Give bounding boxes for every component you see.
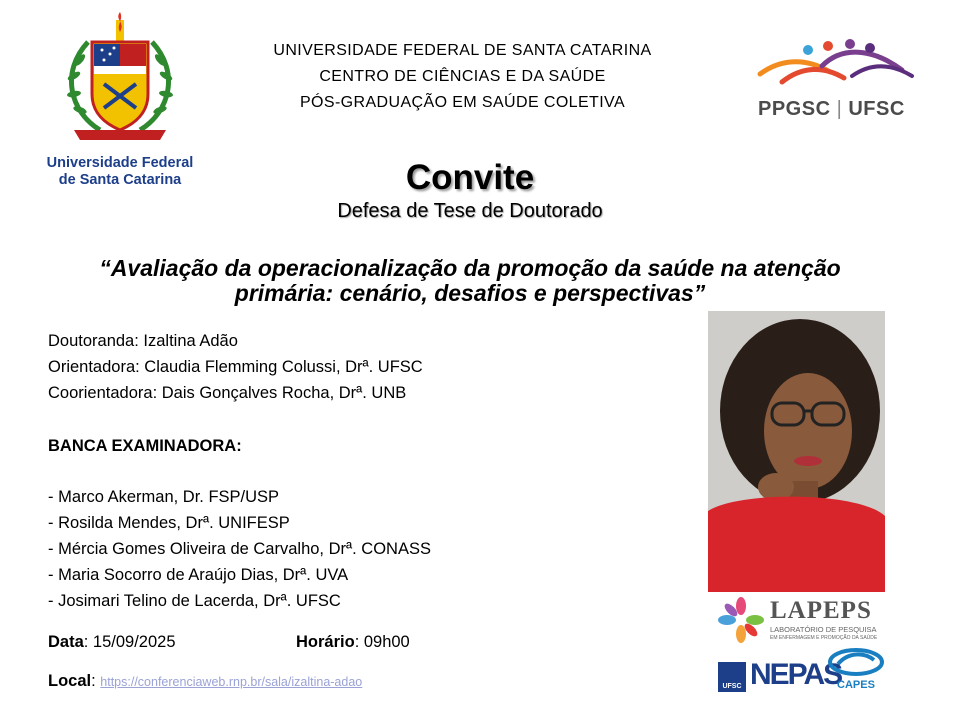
inepas-text: NEPAS (750, 658, 842, 691)
ufsc-mini-badge-text: UFSC (722, 683, 742, 690)
conference-link[interactable]: https://conferenciaweb.rnp.br/sala/izaltina-adao (100, 675, 363, 689)
ufsc-mini-badge-icon (718, 662, 746, 692)
doutoranda: Doutoranda: Izaltina Adão (48, 332, 238, 350)
candidate-photo (708, 311, 885, 592)
lapeps-line2: EM ENFERMAGEM E PROMOÇÃO DA SAÚDE (770, 635, 878, 641)
coorientadora: Coorientadora: Dais Gonçalves Rocha, Drª. UNB (48, 384, 407, 402)
ppgsc-ufsc-text: UFSC (848, 98, 905, 120)
ufsc-name-line1: Universidade Federal (46, 155, 194, 171)
date-value: : 15/09/2025 (83, 633, 176, 651)
ppgsc-people-icon (752, 36, 922, 96)
date-line (48, 632, 176, 652)
header-center: CENTRO DE CIÊNCIAS E DA SAÚDE (319, 68, 606, 85)
capes-text: CAPES (837, 679, 875, 691)
time-value: : 09h00 (354, 633, 410, 651)
thesis-title-line2: primária: cenário, desafios e perspectivas” (234, 280, 706, 306)
thesis-title-line1: “Avaliação da operacionalização da promoção da saúde na atenção (99, 255, 841, 281)
banca-member: - Josimari Telino de Lacerda, Drª. UFSC (48, 592, 341, 610)
invite-subtitle: Defesa de Tese de Doutorado (337, 200, 603, 222)
candidate-portrait-image (708, 311, 885, 592)
capes-swirl-icon (824, 646, 888, 678)
header-university: UNIVERSIDADE FEDERAL DE SANTA CATARINA (273, 42, 652, 59)
thesis-title (30, 256, 910, 306)
banca-heading: BANCA EXAMINADORA: (48, 437, 242, 455)
header-program: PÓS-GRADUAÇÃO EM SAÚDE COLETIVA (299, 94, 626, 111)
date-label: Data (48, 633, 84, 651)
orientadora: Orientadora: Claudia Flemming Colussi, Drª. UFSC (48, 358, 423, 376)
lapeps-flower-icon (716, 595, 766, 645)
banca-member: - Mércia Gomes Oliveira de Carvalho, Drª. CONASS (48, 540, 431, 558)
banca-member: - Maria Socorro de Araújo Dias, Drª. UVA (48, 566, 349, 584)
capes-logo (824, 646, 888, 698)
banca-member: - Marco Akerman, Dr. FSP/USP (48, 488, 280, 506)
time-line (296, 632, 410, 652)
lapeps-logo (716, 595, 886, 650)
lapeps-line1: LABORATÓRIO DE PESQUISA (770, 625, 877, 634)
lapeps-title: LAPEPS (770, 597, 872, 624)
place-label: Local (48, 672, 92, 690)
ppgsc-logo: PPGSC | UFSC (752, 36, 922, 126)
time-label: Horário (296, 633, 355, 651)
place-line (48, 671, 362, 692)
banca-member: - Rosilda Mendes, Drª. UNIFESP (48, 514, 290, 532)
ufsc-name-line2: de Santa Catarina (58, 172, 182, 188)
inepas-logo (718, 658, 842, 696)
invite-title: Convite (405, 158, 535, 197)
place-separator: : (91, 672, 101, 690)
ppgsc-text: PPGSC (758, 98, 831, 120)
